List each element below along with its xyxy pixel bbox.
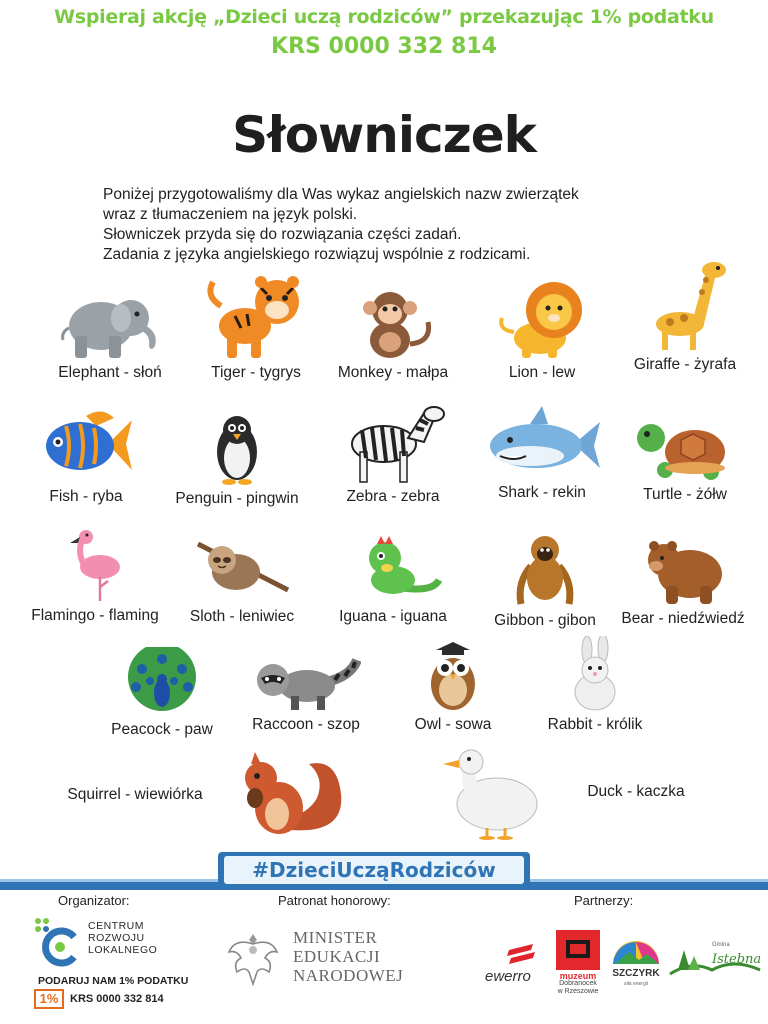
intro-line: Poniżej przygotowaliśmy dla Was wykaz angielskich nazw zwierzątek <box>103 186 579 203</box>
support-banner-krs: KRS 0000 332 814 <box>271 34 497 59</box>
flamingo-icon <box>60 527 130 603</box>
istebna-name: Istebna <box>712 952 762 967</box>
intro-line: Zadania z języka angielskiego rozwiązuj wspólnie z rodzicami. <box>103 246 531 263</box>
muzeum-logo-icon <box>556 930 600 970</box>
partner-szczyrk-logo[interactable] <box>607 934 665 994</box>
organizer-name-line: LOKALNEGO <box>88 944 158 956</box>
fish-icon <box>36 404 136 484</box>
organizer-name-line: ROZWOJU <box>88 932 145 944</box>
animal-label: Owl - sowa <box>414 716 492 733</box>
organizer-name <box>88 920 157 956</box>
intro-line: Słowniczek przyda się do rozwiązania części zadań. <box>103 226 462 243</box>
animal-card-bear <box>608 532 758 628</box>
animal-card-tiger <box>181 276 331 382</box>
intro-paragraph <box>103 185 663 265</box>
crl-logo-icon <box>34 915 86 969</box>
animal-card-penguin <box>162 410 312 508</box>
partners-label: Partnerzy: <box>574 893 634 908</box>
raccoon-icon <box>251 652 361 712</box>
giraffe-icon <box>640 258 730 352</box>
animal-label: Penguin - pingwin <box>175 490 299 507</box>
sloth-icon <box>192 532 292 604</box>
penguin-icon <box>207 410 267 486</box>
animal-card-lion <box>467 280 617 382</box>
muzeum-name-line: muzeum <box>559 971 597 981</box>
intro-line: wraz z tłumaczeniem na język polski. <box>103 206 358 223</box>
animal-label: Duck - kaczka <box>587 783 685 800</box>
ministry-logo[interactable] <box>225 928 445 990</box>
peacock-icon <box>122 647 202 717</box>
animal-card-duck-label <box>561 779 711 801</box>
animal-label: Squirrel - wiewiórka <box>67 786 203 803</box>
szczyrk-tagline: siła energii <box>624 981 648 987</box>
animal-label: Raccoon - szop <box>252 716 360 733</box>
animal-label: Giraffe - żyrafa <box>633 356 737 373</box>
organizer-krs: KRS 0000 332 814 <box>70 993 164 1005</box>
squirrel-icon <box>221 750 351 842</box>
iguana-icon <box>343 532 443 604</box>
ministry-name-line: EDUKACJI <box>293 947 381 966</box>
animal-label: Shark - rekin <box>498 484 586 501</box>
animal-label: Gibbon - gibon <box>494 612 596 629</box>
animal-label: Turtle - żółw <box>643 486 727 503</box>
shark-icon <box>482 404 602 480</box>
ewerro-logo-icon <box>505 942 539 968</box>
animal-card-squirrel-label <box>60 782 210 804</box>
animal-label: Bear - niedźwiedź <box>621 610 745 627</box>
support-banner-text: Wspieraj akcję „Dzieci uczą rodziców” przekazując 1% podatku <box>54 6 714 28</box>
animal-card-giraffe <box>610 258 760 374</box>
animal-card-gibbon <box>470 532 620 630</box>
zebra-icon <box>338 400 448 484</box>
duck-icon <box>435 748 545 840</box>
eagle-emblem-icon <box>225 928 281 986</box>
animal-card-turtle <box>610 416 760 504</box>
animal-label: Lion - lew <box>508 364 576 381</box>
animal-card-flamingo <box>20 527 170 625</box>
hashtag-ribbon <box>0 850 768 894</box>
patron-label: Patronat honorowy: <box>278 893 391 908</box>
animal-label: Sloth - leniwiec <box>189 608 295 625</box>
animal-card-fish <box>11 404 161 506</box>
animal-card-monkey <box>318 288 468 382</box>
animal-card-raccoon <box>231 652 381 734</box>
animal-card-rabbit <box>520 636 670 734</box>
muzeum-name-line: Dobranocek <box>559 980 597 987</box>
ministry-name-line: NARODOWEJ <box>293 966 404 985</box>
animal-card-elephant <box>35 288 185 382</box>
animal-label: Rabbit - królik <box>547 716 643 733</box>
ewerro-name: ewerro <box>485 968 531 985</box>
szczyrk-logo-icon <box>609 934 663 968</box>
gibbon-icon <box>505 532 585 608</box>
bear-icon <box>638 532 728 606</box>
lion-icon <box>492 280 592 360</box>
animal-label: Zebra - zebra <box>346 488 440 505</box>
animal-label: Tiger - tygrys <box>211 364 301 381</box>
partner-istebna-logo[interactable] <box>668 940 763 990</box>
animal-label: Flamingo - flaming <box>31 607 159 624</box>
partner-muzeum-logo[interactable] <box>553 930 603 1014</box>
page-title: Słowniczek <box>232 106 536 164</box>
ministry-name <box>293 928 403 985</box>
owl-icon <box>418 638 488 712</box>
partner-ewerro-logo[interactable] <box>483 942 553 992</box>
animal-card-sloth <box>167 532 317 626</box>
rabbit-icon <box>565 636 625 712</box>
turtle-icon <box>635 416 735 482</box>
hashtag-text: #DzieciUcząRodziców <box>224 856 524 884</box>
muzeum-name <box>553 972 603 996</box>
animal-label: Elephant - słoń <box>58 364 162 381</box>
animal-label: Fish - ryba <box>49 488 123 505</box>
organizer-logo[interactable] <box>34 915 204 1020</box>
szczyrk-name: SZCZYRK <box>612 968 660 979</box>
animal-label: Iguana - iguana <box>339 608 447 625</box>
istebna-prefix: Gmina <box>712 942 730 948</box>
one-percent-badge: 1% <box>34 989 64 1009</box>
animal-card-owl <box>378 638 528 734</box>
animal-label: Peacock - paw <box>111 721 213 738</box>
organizer-name-line: CENTRUM <box>88 920 144 932</box>
elephant-icon <box>55 288 165 360</box>
support-banner <box>0 6 768 59</box>
ministry-name-line: MINISTER <box>293 928 378 947</box>
organizer-label: Organizator: <box>58 893 130 908</box>
animal-card-peacock <box>87 647 237 739</box>
organizer-tax-text: PODARUJ NAM 1% PODATKU <box>38 975 189 987</box>
animal-label: Monkey - małpa <box>337 364 449 381</box>
animal-card-iguana <box>318 532 468 626</box>
squirrel-illustration <box>211 750 361 842</box>
monkey-icon <box>348 288 438 360</box>
muzeum-name-line: w Rzeszowie <box>557 988 599 995</box>
animal-card-zebra <box>318 400 468 506</box>
tiger-icon <box>201 276 311 360</box>
animal-card-shark <box>467 404 617 502</box>
duck-illustration <box>415 748 565 840</box>
